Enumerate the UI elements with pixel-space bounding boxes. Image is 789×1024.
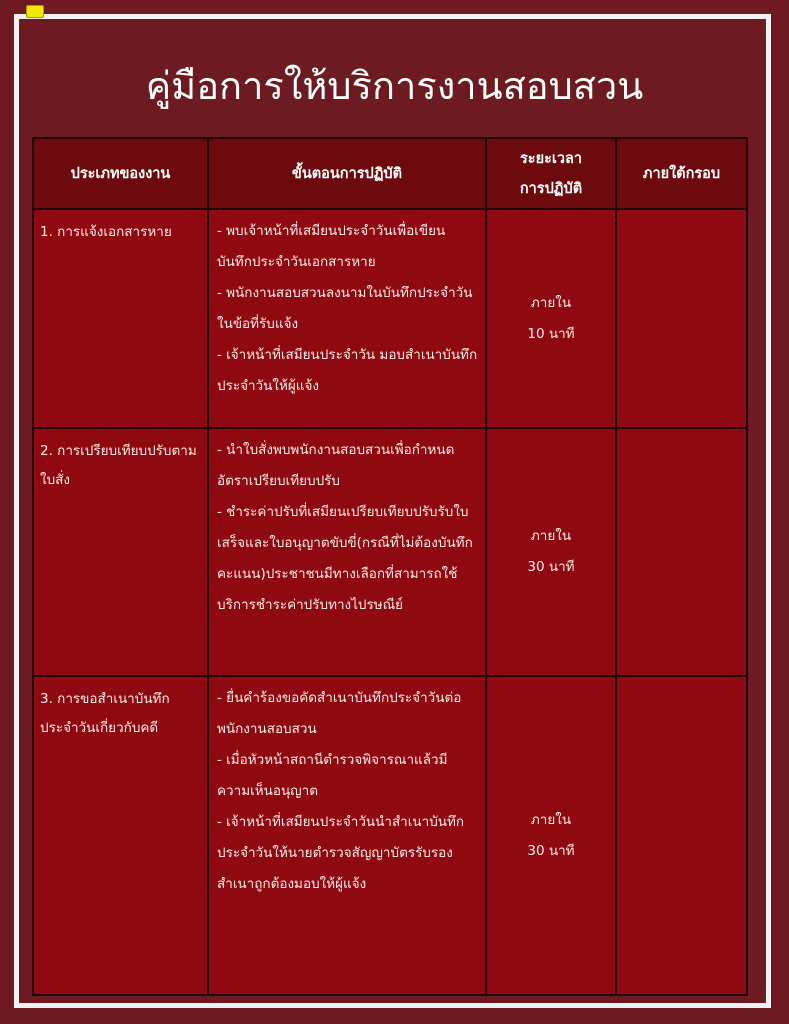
step-item: - ชำระค่าปรับที่เสมียนเปรียบเทียบปรับรับใบเสร็จและใบอนุญาตขับขี่(กรณีที่ไม่ต้องบันทึกคะแนน)ประชาชนมีทางเลือกที่สามารถใช้บริการชำระค่าปรับทางไปรษณีย์ bbox=[217, 504, 473, 613]
time-line1: ภายใน bbox=[530, 294, 572, 311]
row-time bbox=[486, 428, 616, 676]
step-item: - เจ้าหน้าที่เสมียนประจำวันนำสำเนาบันทึกประจำวันให้นายตำรวจสัญญาบัตรรับรองสำเนาถูกต้องมอบให้ผู้แจ้ง bbox=[217, 814, 465, 892]
header-frame: ภายใต้กรอบ bbox=[616, 138, 747, 209]
step-item: - เจ้าหน้าที่เสมียนประจำวัน มอบสำเนาบันทึกประจำวันให้ผู้แจ้ง bbox=[217, 347, 478, 394]
time-line2: 10 นาที bbox=[527, 325, 575, 342]
service-table bbox=[32, 137, 748, 996]
table-row bbox=[33, 209, 747, 428]
step-item: - พนักงานสอบสวนลงนามในบันทึกประจำวันในข้อที่รับแจ้ง bbox=[217, 285, 473, 332]
note-marker-icon[interactable] bbox=[26, 5, 44, 18]
step-item: - ยื่นคำร้องขอคัดสำเนาบันทึกประจำวันต่อพนักงานสอบสวน bbox=[217, 690, 462, 737]
time-line2: 30 นาที bbox=[527, 842, 575, 859]
row-steps bbox=[208, 676, 486, 995]
header-type: ประเภทของงาน bbox=[33, 138, 208, 209]
row-type: 2. การเปรียบเทียบปรับตามใบสั่ง bbox=[33, 428, 208, 676]
time-line1: ภายใน bbox=[530, 811, 572, 828]
step-item: - นำใบสั่งพบพนักงานสอบสวนเพื่อกำหนดอัตราเปรียบเทียบปรับ bbox=[217, 442, 455, 489]
step-item: - พบเจ้าหน้าที่เสมียนประจำวันเพื่อเขียนบันทึกประจำวันเอกสารหาย bbox=[217, 223, 446, 270]
row-time bbox=[486, 676, 616, 995]
time-line2: 30 นาที bbox=[527, 559, 575, 575]
step-item: - เมื่อหัวหน้าสถานีตำรวจพิจารณาแล้วมีความเห็นอนุญาต bbox=[217, 752, 448, 799]
page-title: คู่มือการให้บริการงานสอบสวน bbox=[145, 64, 644, 108]
table-row bbox=[33, 428, 747, 676]
header-time bbox=[486, 138, 616, 209]
header-steps: ขั้นตอนการปฏิบัติ bbox=[208, 138, 486, 209]
header-time-line2: การปฏิบัติ bbox=[519, 180, 583, 197]
row-steps bbox=[208, 428, 486, 676]
table-row bbox=[33, 676, 747, 995]
row-frame bbox=[616, 428, 747, 676]
row-time bbox=[486, 209, 616, 428]
row-steps bbox=[208, 209, 486, 428]
time-line1: ภายใน bbox=[530, 528, 572, 544]
row-frame bbox=[616, 209, 747, 428]
row-type: 1. การแจ้งเอกสารหาย bbox=[33, 209, 208, 428]
table-header-row bbox=[33, 138, 747, 209]
header-time-line1: ระยะเวลา bbox=[520, 150, 582, 167]
row-type: 3. การขอสำเนาบันทึกประจำวันเกี่ยวกับคดี bbox=[33, 676, 208, 995]
row-frame bbox=[616, 676, 747, 995]
